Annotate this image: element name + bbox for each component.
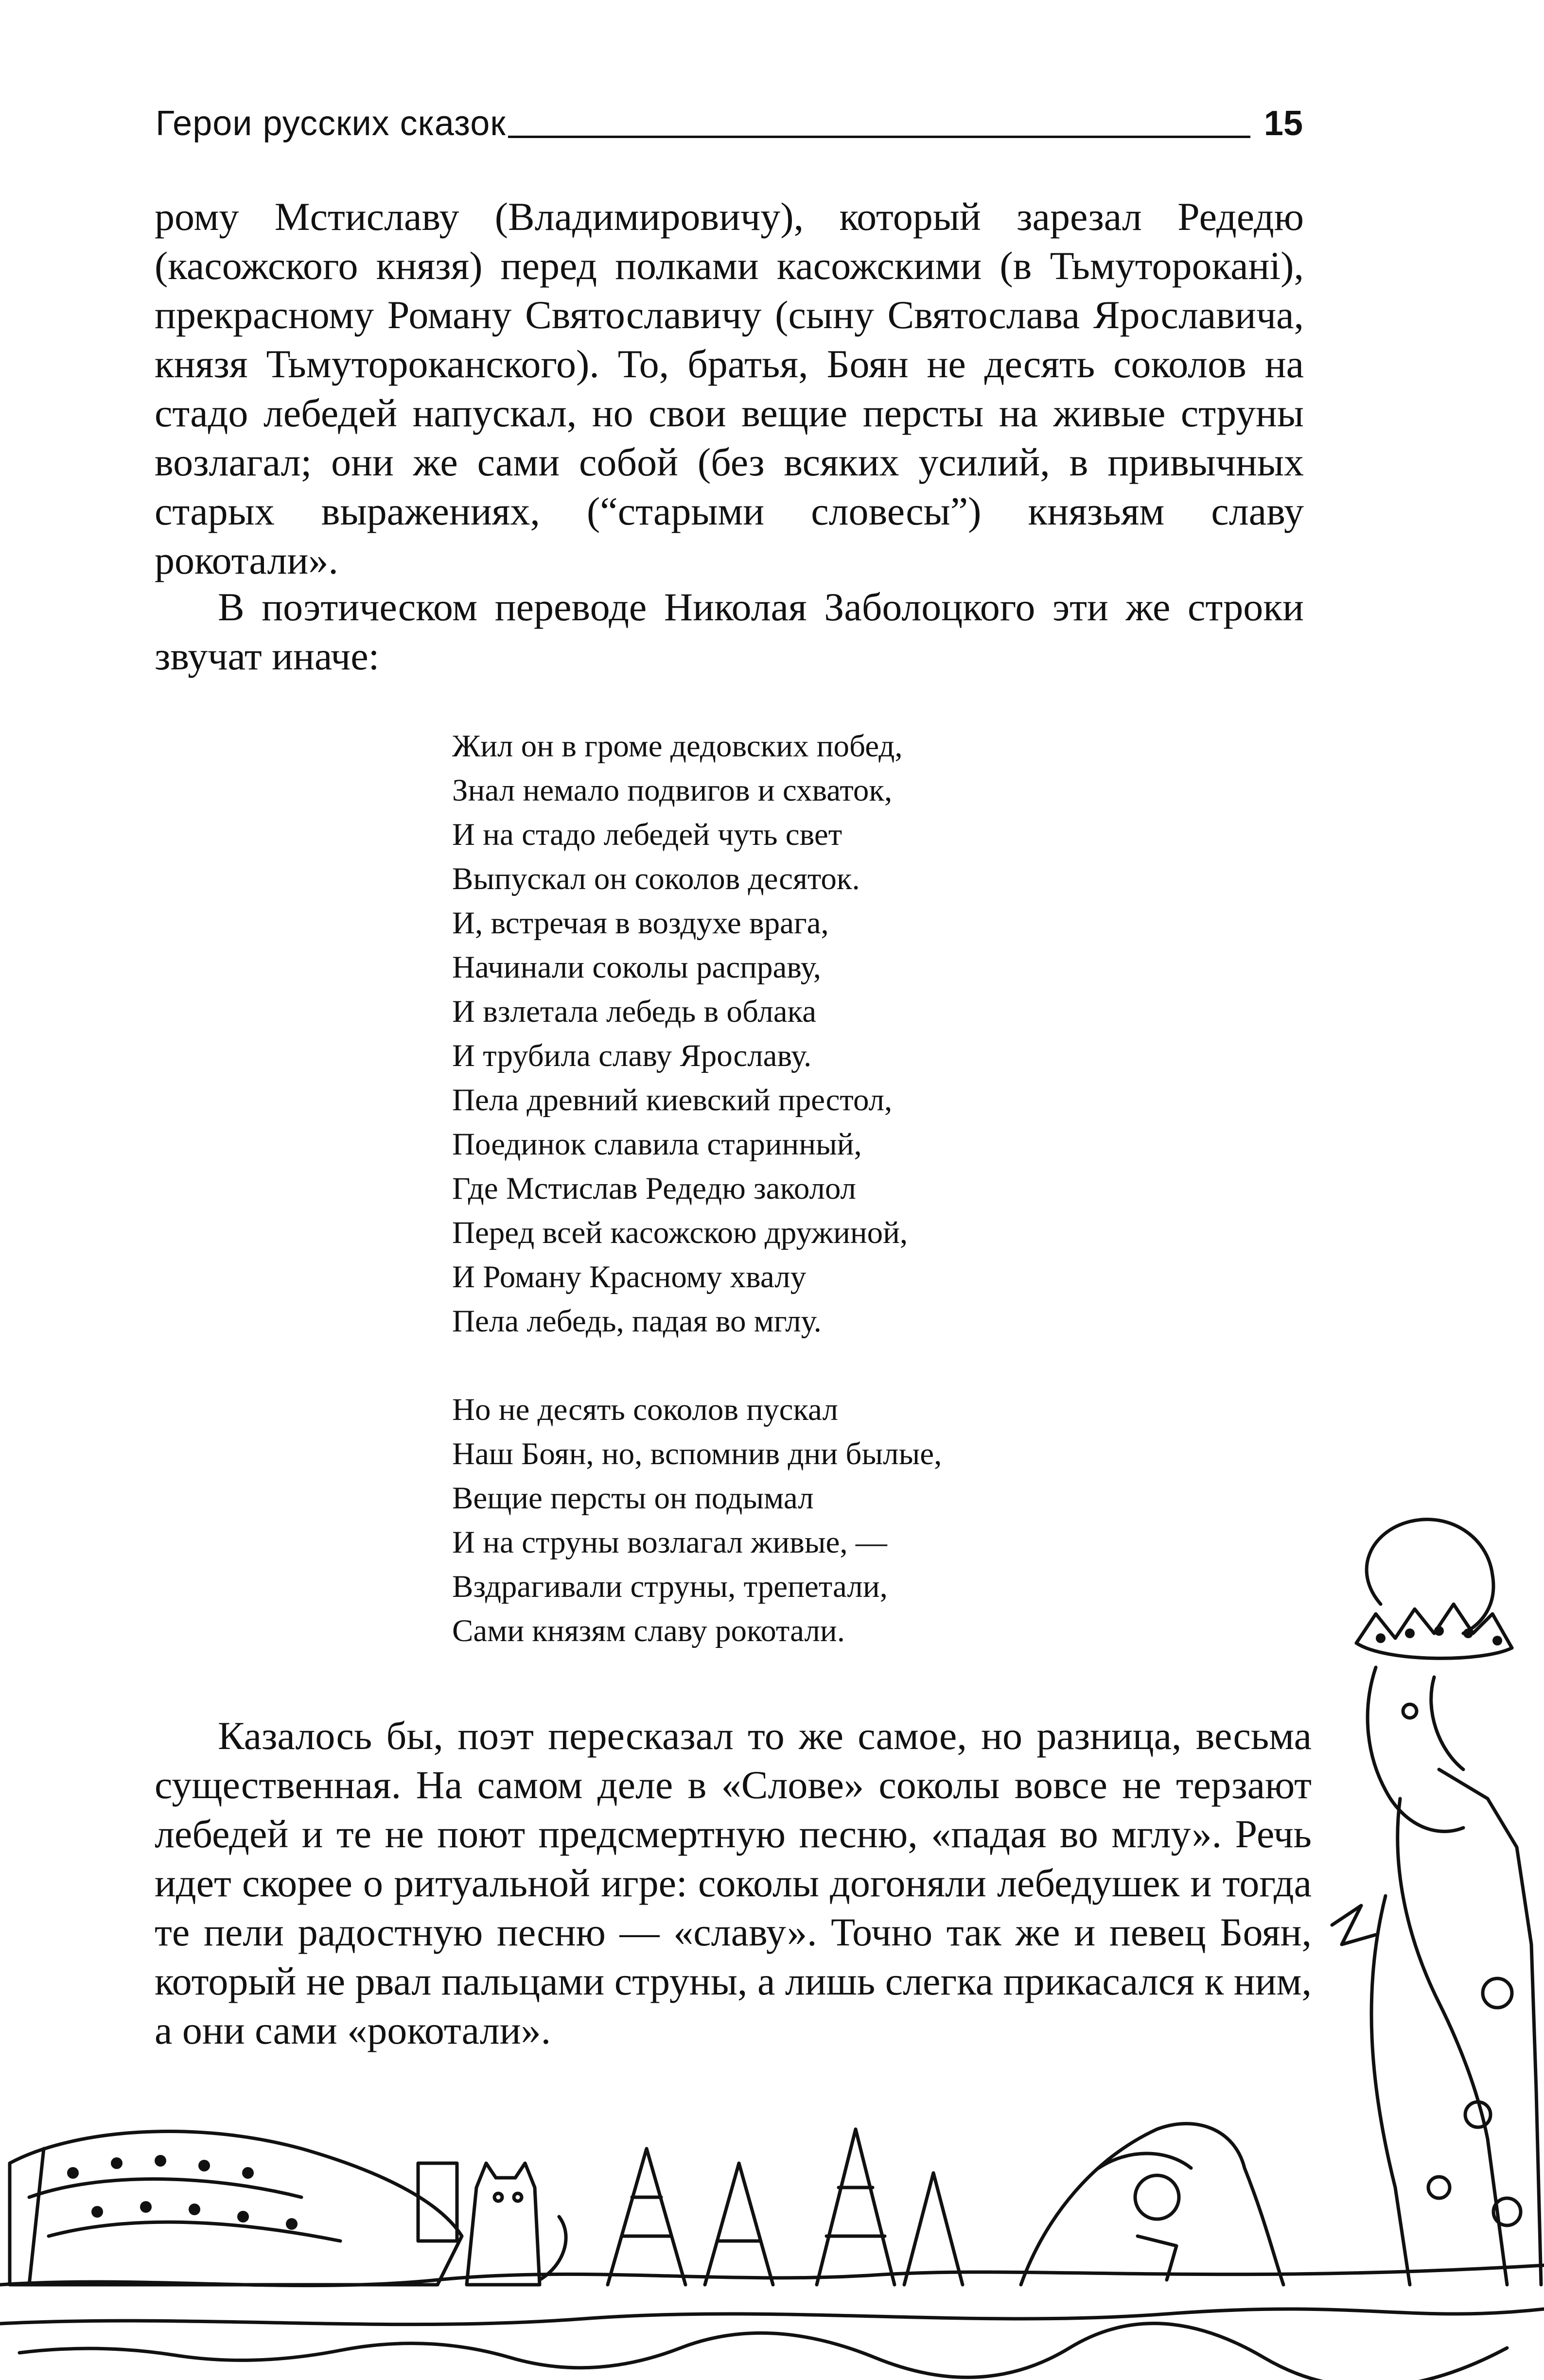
crown-figure-hat — [1367, 1520, 1493, 1633]
poem-line: Выпускал он соколов десяток. — [452, 861, 860, 896]
running-head — [156, 92, 1303, 141]
poem-line: Где Мстислав Редедю заколол — [452, 1171, 856, 1206]
poem-line: Вещие персты он подымал — [452, 1481, 814, 1516]
fir-tree-1 — [608, 2149, 685, 2285]
paragraph-1: рому Мстиславу (Владимировичу), который зарезал Редедю (касожского князя) перед полками касожскими (в Тьмутороканi), прекрасному Роману Святославичу (сыну Святослава Ярославича, князя Тьмутороканского). То, братья, Боян не десять соколов на стадо лебедей напускал, но свои вещие персты на живые струны возлагал; они же сами собой (без всяких усилий, в привычных старых выражениях, (“старыми словесы”) князьям славу рокотали». — [155, 194, 1304, 582]
ground-line — [0, 2265, 1544, 2286]
poem-line: И трубила славу Ярославу. — [452, 1038, 812, 1073]
poem-line: Жил он в громе дедовских побед, — [452, 729, 903, 764]
poem-line: Начинали соколы расправу, — [452, 950, 822, 985]
poem-line: Сами князям славу рокотали. — [452, 1613, 845, 1648]
post — [418, 2163, 457, 2241]
poem-line: Наш Боян, но, вспомнив дни былые, — [452, 1436, 942, 1471]
body-text-intro — [155, 582, 1304, 681]
poem-line: Пела лебедь, падая во мглу. — [452, 1304, 822, 1339]
poem-line: Знал немало подвигов и схваток, — [452, 773, 893, 808]
poem-line: Поединок славила старинный, — [452, 1127, 862, 1162]
fir-tree-4 — [904, 2173, 963, 2285]
poem-line: И на струны возлагал живые, — — [452, 1525, 887, 1560]
running-title: Герои русских сказок — [156, 104, 506, 143]
poem-line: И на стадо лебедей чуть свет — [452, 817, 842, 852]
crown-figure-face — [1368, 1667, 1463, 1832]
fir-tree-2 — [705, 2163, 773, 2285]
paragraph-3: Казалось бы, поэт пересказал то же самое, но разница, весьма существенная. На самом деле в «Слове» соколы вовсе не терзают лебедей и те не поют предсмертную песню, «падая во мглу». Речь идет скорее о ритуальной игре: соколы догоняли лебедушек и тогда те пели радостную песню — «славу». Точно так же и певец Боян, который не рвал пальцами струны, а лишь слегка прикасался к ним, а они сами «рокотали». — [155, 1714, 1312, 2052]
kneeling-figure — [1021, 2124, 1283, 2285]
header-rule — [508, 136, 1250, 138]
cat-figure — [467, 2163, 540, 2285]
poem-line: И Роману Красному хвалу — [452, 1260, 807, 1295]
body-text-top — [155, 192, 1304, 585]
crown-figure-beard — [1398, 1799, 1507, 2285]
poem-line: И, встречая в воздухе врага, — [452, 906, 829, 941]
left-figure-robe — [10, 2131, 462, 2285]
poem-line: Перед всей касожскою дружиной, — [452, 1215, 908, 1250]
crown-figure-hand — [1332, 1906, 1376, 1944]
fir-tree-3 — [817, 2129, 895, 2285]
poem-stanza-2 — [452, 1388, 1084, 1653]
paragraph-2: В поэтическом переводе Николая Заболоцкого эти же строки звучат иначе: — [155, 585, 1304, 678]
crown-icon — [1356, 1604, 1512, 1648]
poem-line: Но не десять соколов пускал — [452, 1392, 838, 1427]
poem-stanza-1 — [452, 724, 1084, 1344]
page-number: 15 — [1263, 104, 1303, 143]
body-text-bottom — [155, 1711, 1312, 2055]
poem-line: Пела древний киевский престол, — [452, 1083, 893, 1118]
poem-line: Вздрагивали струны, трепетали, — [452, 1569, 888, 1604]
poem-line: И взлетала лебедь в облака — [452, 994, 817, 1029]
